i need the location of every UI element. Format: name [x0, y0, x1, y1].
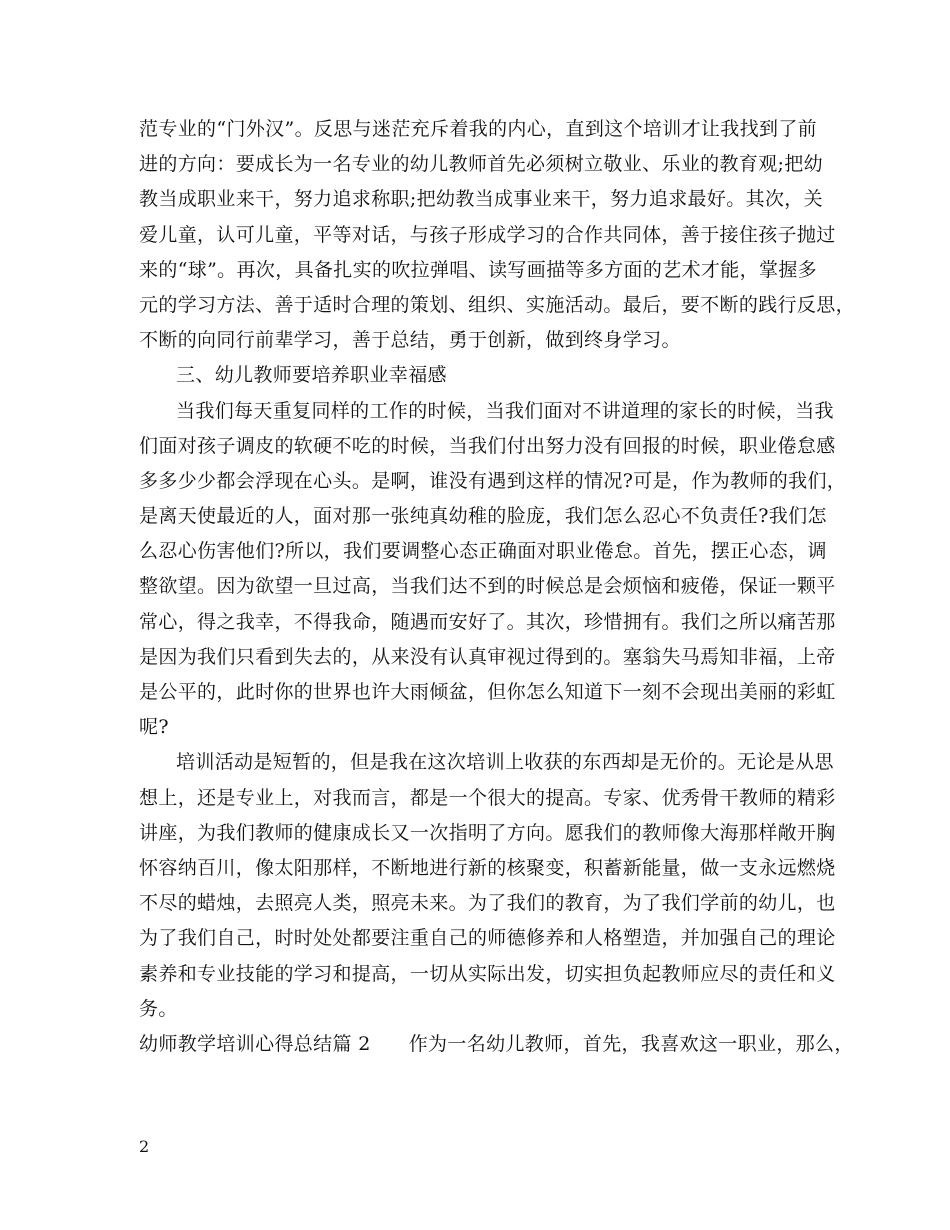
text-line: 们面对孩子调皮的软硬不吃的时候，当我们付出努力没有回报的时候，职业倦怠感: [139, 434, 836, 457]
final-line: [139, 1027, 854, 1062]
text-line: 多多少少都会浮现在心头。是啊，谁没有遇到这样的情况?可是，作为教师的我们，: [139, 469, 847, 492]
text-line: 元的学习方法、善于适时合理的策划、组织、实施活动。最后，要不断的践行反思，: [139, 293, 855, 316]
text-line: 么忍心伤害他们?所以，我们要调整心态正确面对职业倦怠。首先，摆正心态，调: [139, 540, 827, 563]
text-line: 怀容纳百川，像太阳那样，不断地进行新的核聚变，积蓄新能量，做一支永远燃烧: [139, 856, 836, 879]
text-line: 作为一名幼儿教师，首先，我喜欢这一职业，那么，: [408, 1032, 854, 1055]
text-line: 爱儿童，认可儿童，平等对话，与孩子形成学习的合作共同体，善于接住孩子抛过: [139, 223, 836, 246]
text-line: 务。: [139, 997, 178, 1020]
text-line: 是因为我们只看到失去的，从来没有认真审视过得到的。塞翁失马焉知非福，上帝: [139, 645, 836, 668]
text-line: 当我们每天重复同样的工作的时候，当我们面对不讲道理的家长的时候，当我: [176, 399, 834, 422]
text-line: 不断的向同行前辈学习，善于总结，勇于创新，做到终身学习。: [139, 329, 681, 352]
text-line: 常心，得之我幸，不得我命，随遇而安好了。其次，珍惜拥有。我们之所以痛苦那: [139, 610, 836, 633]
section-heading: 三、幼儿教师要培养职业幸福感: [176, 364, 447, 387]
text-line: 是离天使最近的人，面对那一张纯真幼稚的脸庞，我们怎么忍心不负责任?我们怎: [139, 505, 827, 528]
text-line: 是公平的，此时你的世界也许大雨倾盆，但你怎么知道下一刻不会现出美丽的彩虹: [139, 681, 836, 703]
text-line: 整欲望。因为欲望一旦过高，当我们达不到的时候总是会烦恼和疲倦，保证一颗平: [139, 575, 836, 598]
text-line: 进的方向：要成长为一名专业的幼儿教师首先必须树立敬业、乐业的教育观;把幼: [139, 153, 824, 176]
text-line: 为了我们自己，时时处处都要注重自己的师德修养和人格塑造，并加强自己的理论: [139, 927, 836, 950]
text-line: 素养和专业技能的学习和提高，一切从实际出发，切实担负起教师应尽的责任和义: [139, 962, 836, 985]
text-line: 范专业的“门外汉”。反思与迷茫充斥着我的内心，直到这个培训才让我找到了前: [139, 118, 818, 140]
article-heading: 幼师教学培训心得总结篇 2: [139, 1032, 371, 1055]
page-number: 2: [139, 1137, 150, 1156]
text-line: 来的“球”。再次，具备扎实的吹拉弹唱、读写画描等多方面的艺术才能，掌握多: [139, 258, 818, 281]
document-body: [139, 112, 855, 1062]
text-line: 讲座，为我们教师的健康成长又一次指明了方向。愿我们的教师像大海那样敞开胸: [139, 821, 836, 844]
text-line: 呢?: [139, 716, 169, 739]
text-line: 想上，还是专业上，对我而言，都是一个很大的提高。专家、优秀骨干教师的精彩: [139, 786, 836, 809]
text-line: 教当成职业来干，努力追求称职;把幼教当成事业来干，努力追求最好。其次，关: [139, 188, 824, 211]
text-line: 培训活动是短暂的，但是我在这次培训上收获的东西却是无价的。无论是从思: [176, 751, 834, 774]
text-line: 不尽的蜡烛，去照亮人类，照亮未来。为了我们的教育，为了我们学前的幼儿，也: [139, 892, 836, 915]
